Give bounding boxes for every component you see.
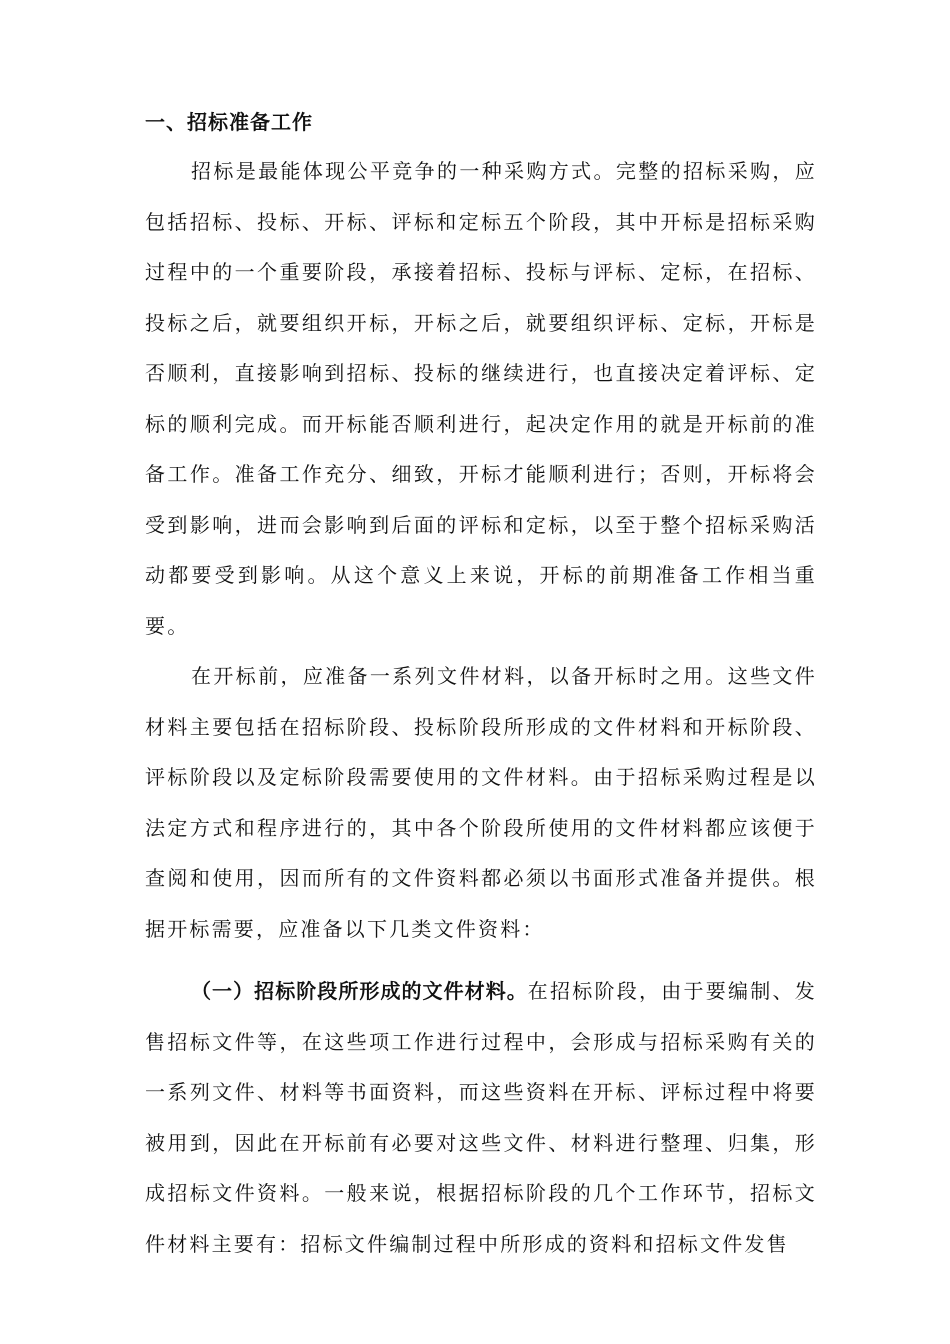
paragraph-lead-body: 在招标阶段，由于要编制、发售招标文件等，在这些项工作进行过程中，会形成与招标采购有关的一系列文件、材料等书面资料，而这些资料在开标、评标过程中将要被用到，因此在开标前有必要对这些文件、材料进行整理、归集，形成招标文件资料。一般来说，根据招标阶段的几个工作环节，招标文件材料主要有：招标文件编制过程中所形成的资料和招标文件发售 (145, 979, 817, 1256)
paragraph-intro: 招标是最能体现公平竞争的一种采购方式。完整的招标采购，应包括招标、投标、开标、评标和定标五个阶段，其中开标是招标采购过程中的一个重要阶段，承接着招标、投标与评标、定标，在招标、投标之后，就要组织开标，开标之后，就要组织评标、定标，开标是否顺利，直接影响到招标、投标的继续进行，也直接决定着评标、定标的顺利完成。而开标能否顺利进行，起决定作用的就是开标前的准备工作。准备工作充分、细致，开标才能顺利进行；否则，开标将会受到影响，进而会影响到后面的评标和定标，以至于整个招标采购活动都要受到影响。从这个意义上来说，开标的前期准备工作相当重要。 (145, 159, 817, 638)
paragraph-tender-stage (145, 966, 817, 1269)
paragraph-spacer (145, 954, 817, 966)
section-heading: 一、招标准备工作 (145, 110, 313, 134)
paragraph-lead-title: （一）招标阶段所形成的文件材料。 (191, 979, 528, 1003)
paragraph-materials: 在开标前，应准备一系列文件材料，以备开标时之用。这些文件材料主要包括在招标阶段、投标阶段所形成的文件材料和开标阶段、评标阶段以及定标阶段需要使用的文件材料。由于招标采购过程是以法定方式和程序进行的，其中各个阶段所使用的文件材料都应该便于查阅和使用，因而所有的文件资料都必须以书面形式准备并提供。根据开标需要，应准备以下几类文件资料： (145, 664, 817, 941)
document-body (145, 100, 817, 1269)
